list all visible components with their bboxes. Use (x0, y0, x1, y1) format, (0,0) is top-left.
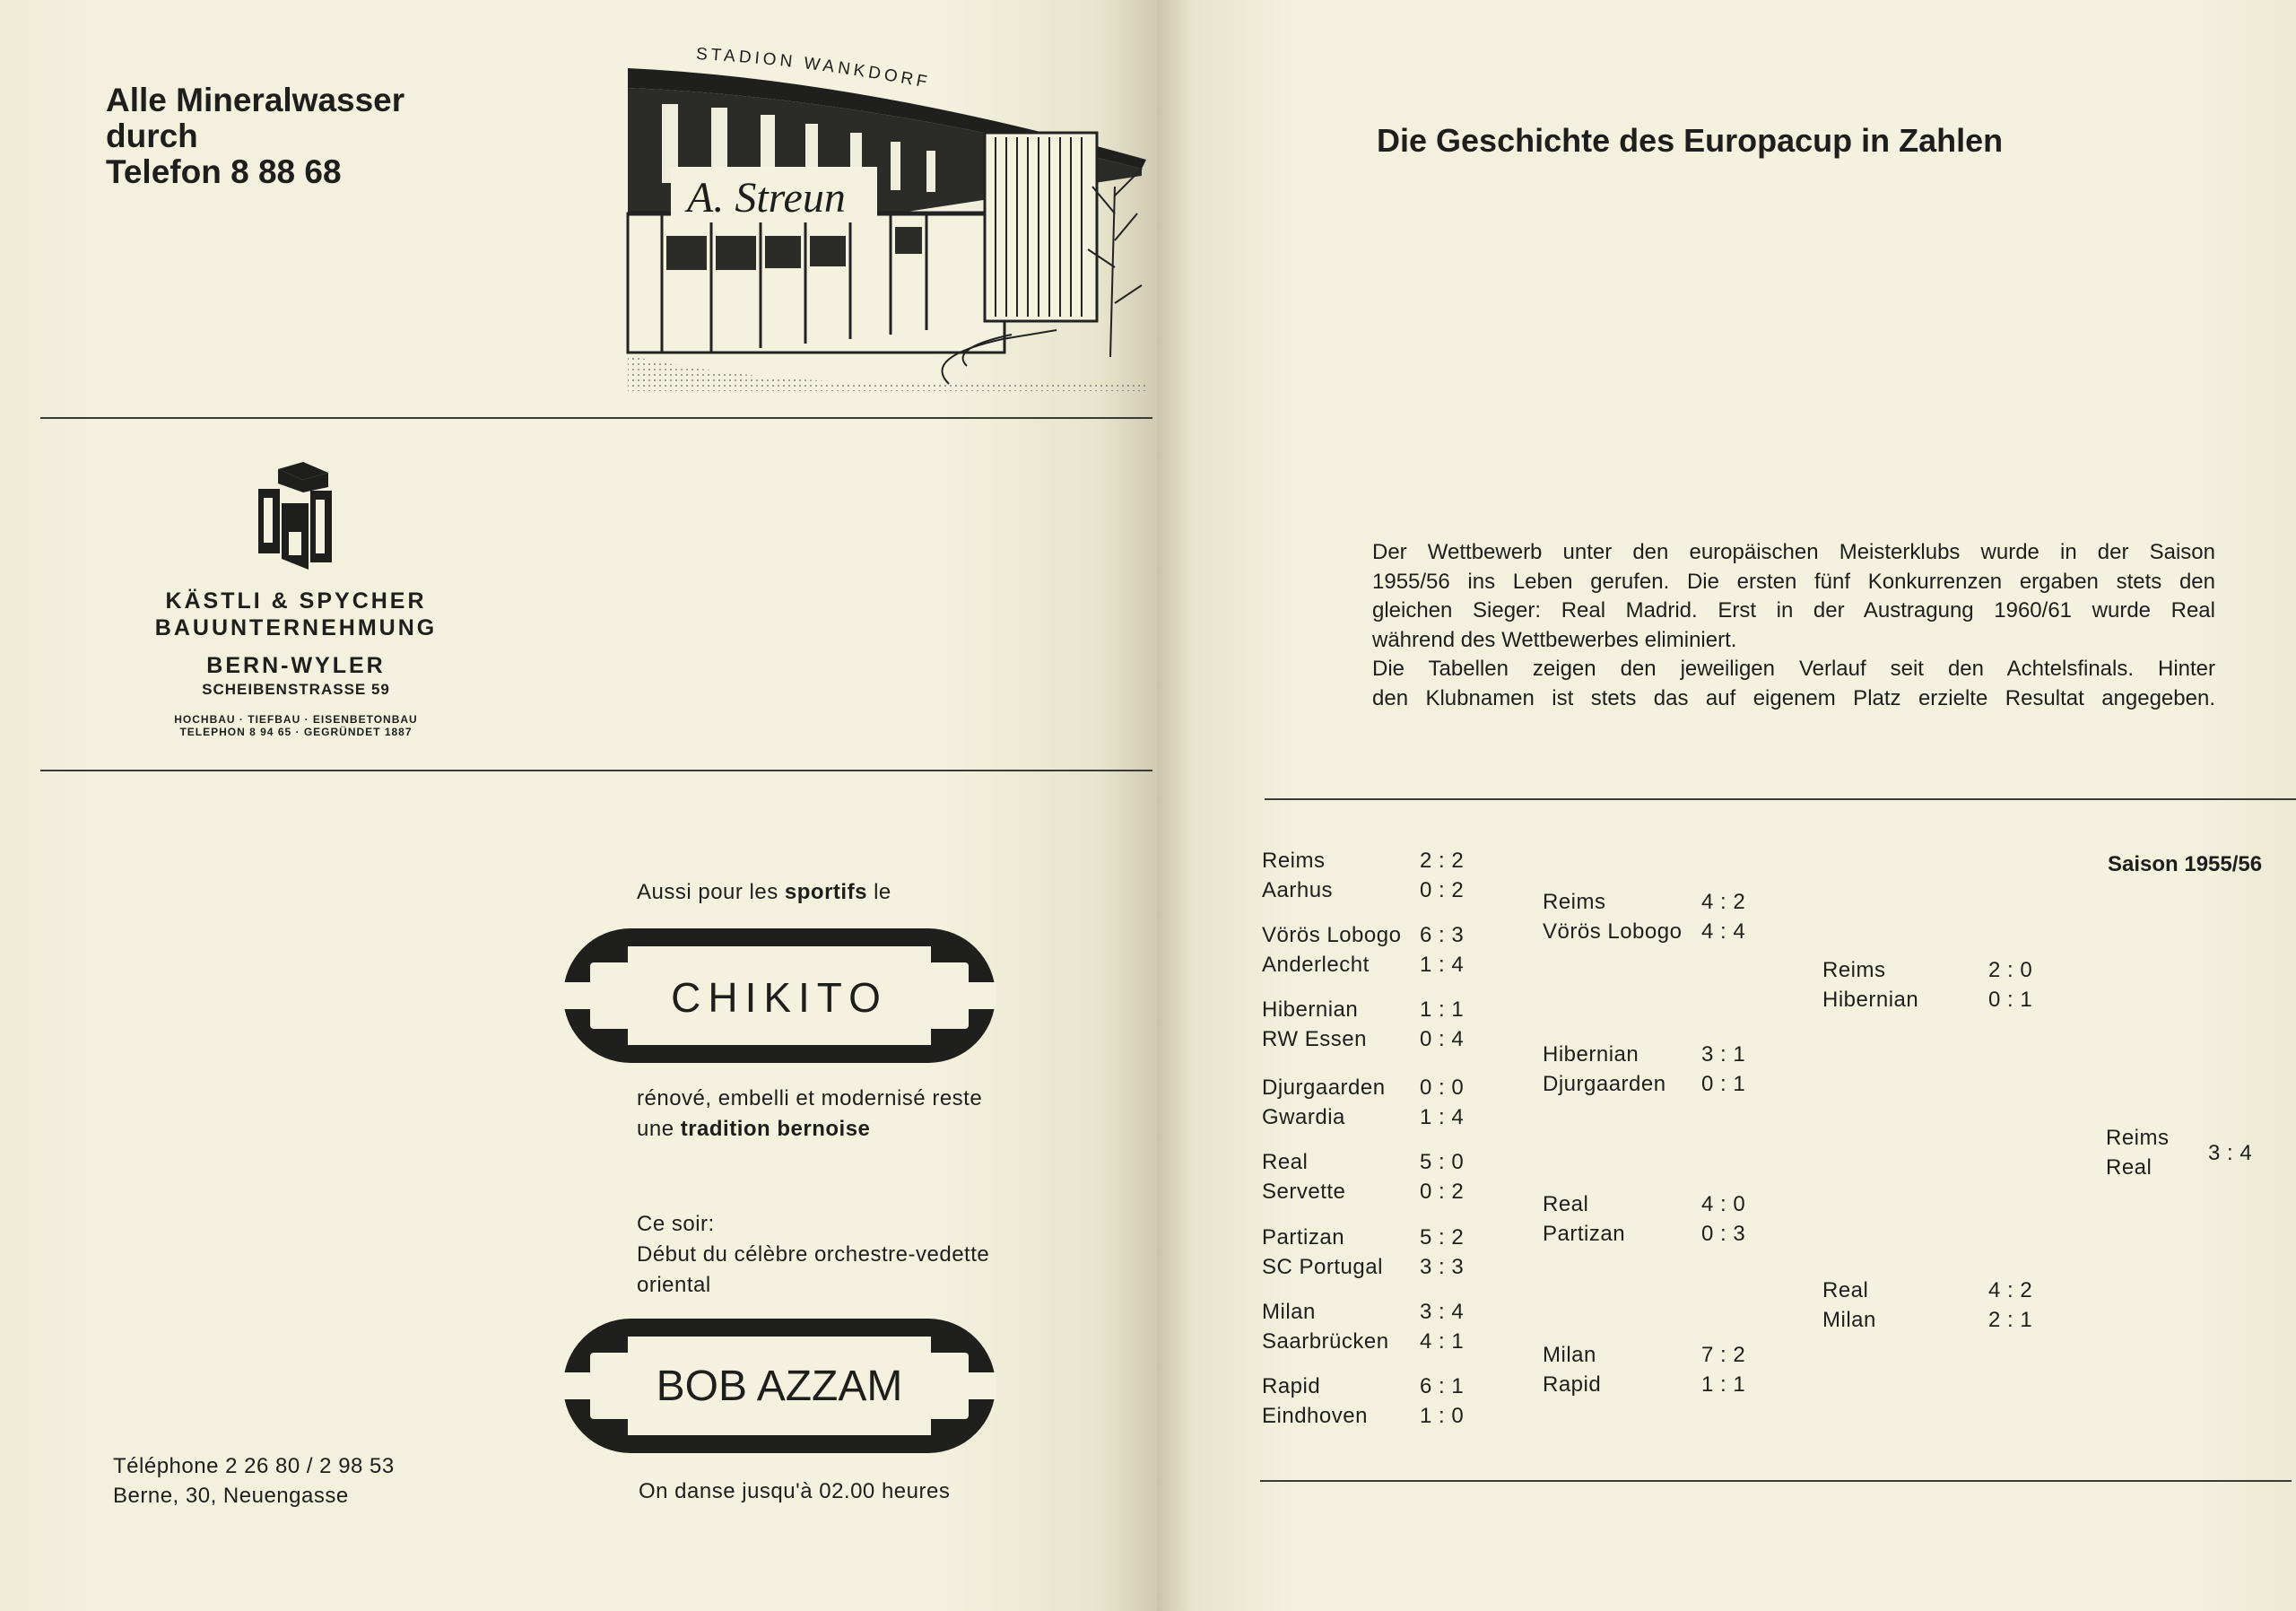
score-away: 4 : 4 (1701, 919, 1746, 944)
match-sf-2 (1822, 1276, 2038, 1335)
score-home: 4 : 0 (1701, 1192, 1746, 1216)
band-name: BOB AZZAM (656, 1363, 903, 1410)
kastli-name: KÄSTLI & SPYCHER (165, 588, 427, 614)
mineral-ad-line-1: Alle Mineralwasser (106, 82, 405, 118)
chikito-description (637, 1084, 982, 1145)
match-r16-2 (1262, 921, 1477, 980)
team-home: Milan (1262, 1300, 1316, 1324)
page-title: Die Geschichte des Europacup in Zahlen (1377, 122, 2004, 159)
score-home: 5 : 0 (1420, 1150, 1465, 1174)
stadium-sign-text: STADION WANKDORF (695, 44, 933, 93)
score-away: 0 : 2 (1420, 877, 1465, 902)
score-home: 4 : 2 (1988, 1278, 2033, 1302)
chikito-contact (113, 1451, 395, 1511)
chikito-name: CHIKITO (671, 974, 888, 1021)
chikito-debut-line-2: oriental (637, 1273, 711, 1297)
team-home: Hibernian (1262, 997, 1359, 1022)
chikito-desc-line-1: rénové, embelli et modernisé reste (637, 1086, 983, 1110)
divider-top (40, 417, 1152, 419)
contact-address: Berne, 30, Neuengasse (113, 1484, 349, 1508)
chikito-banner (563, 928, 996, 1063)
chikito-debut-line-1: Début du célèbre orchestre-vedette (637, 1242, 990, 1267)
intro-p1-line-1: Der Wettbewerb unter den europäischen Meisterklubs wurde in der Saison (1372, 540, 2215, 564)
intro-p2-line-1: Die Tabellen zeigen den jeweiligen Verlauf seit den Achtelsfinals. Hinter (1372, 657, 2215, 681)
team-away: Djurgaarden (1543, 1071, 1666, 1096)
team-home: Partizan (1262, 1225, 1345, 1250)
score-away: 0 : 2 (1420, 1179, 1465, 1204)
team-away: SC Portugal (1262, 1254, 1383, 1279)
team-home: Djurgaarden (1262, 1075, 1386, 1100)
score-away: 4 : 1 (1420, 1328, 1465, 1354)
score-home: 0 : 0 (1420, 1075, 1465, 1100)
contact-phone: Téléphone 2 26 80 / 2 98 53 (113, 1454, 395, 1478)
mineral-ad-line-2: durch (106, 118, 198, 154)
chikito-intro-post: le (866, 880, 891, 904)
team-home: Real (1262, 1150, 1309, 1174)
team-away: Eindhoven (1262, 1403, 1368, 1428)
match-r16-8 (1262, 1372, 1477, 1431)
team-home: Reims (1262, 849, 1326, 873)
team-away: Hibernian (1822, 987, 1919, 1012)
score-home: 3 : 4 (1420, 1300, 1465, 1324)
score-away: 0 : 1 (1701, 1071, 1746, 1096)
score-away: 1 : 1 (1701, 1372, 1746, 1397)
match-qf-2 (1543, 1041, 1758, 1099)
match-r16-7 (1262, 1298, 1477, 1356)
team-home: Milan (1543, 1343, 1596, 1367)
team-away: Aarhus (1262, 877, 1334, 902)
score-away: 0 : 4 (1420, 1026, 1465, 1051)
chikito-desc-line-2-pre: une (637, 1117, 681, 1141)
kastli-street: SCHEIBENSTRASSE 59 (202, 681, 390, 698)
chikito-intro-pre: Aussi pour les (637, 880, 785, 904)
team-home: Real (1543, 1192, 1589, 1216)
score-away: 0 : 3 (1701, 1221, 1746, 1246)
intro-p2-line-2: den Klubnamen ist stets das auf eigenem Platz erzielte Resultat angegeben. (1372, 685, 2215, 710)
chikito-intro (637, 877, 891, 908)
match-r16-6 (1262, 1223, 1477, 1282)
match-final (2106, 1124, 2267, 1182)
chikito-desc-line-2-bold: tradition bernoise (680, 1117, 871, 1141)
team-home: Vörös Lobogo (1262, 923, 1402, 947)
bob-azzam-banner (563, 1319, 996, 1453)
match-r16-4 (1262, 1074, 1477, 1132)
team-away: RW Essen (1262, 1026, 1367, 1051)
right-page (1157, 0, 2296, 1611)
intro-p1-line-4: während des Wettbewerbes eliminiert. (1372, 627, 1737, 652)
match-qf-3 (1543, 1190, 1758, 1249)
chikito-tonight (637, 1209, 989, 1301)
team-away: Rapid (1543, 1372, 1602, 1397)
intro-text (1372, 538, 2215, 713)
final-score: 3 : 4 (2208, 1141, 2253, 1165)
score-away: 2 : 1 (1988, 1307, 2033, 1332)
score-away: 1 : 4 (1420, 1104, 1465, 1129)
chikito-tonight-label: Ce soir: (637, 1212, 715, 1236)
team-home: Reims (1543, 890, 1606, 914)
match-r16-1 (1262, 847, 1477, 905)
team-home: Reims (1822, 958, 1886, 982)
team-away: Partizan (1543, 1221, 1626, 1246)
score-home: 2 : 0 (1988, 958, 2033, 982)
score-home: 2 : 2 (1420, 849, 1465, 873)
match-r16-5 (1262, 1148, 1477, 1206)
kastli-phone: TELEPHON 8 94 65 · GEGRÜNDET 1887 (179, 726, 413, 738)
table-top-rule (1265, 798, 2296, 800)
score-home: 1 : 1 (1420, 997, 1465, 1022)
score-home: 4 : 2 (1701, 890, 1746, 914)
stadium-wankdorf-illustration (626, 34, 1151, 391)
chikito-intro-bold: sportifs (784, 880, 867, 904)
score-away: 3 : 3 (1420, 1254, 1465, 1279)
team-away: Milan (1822, 1307, 1876, 1332)
score-home: 3 : 1 (1701, 1042, 1746, 1067)
score-away: 0 : 1 (1988, 987, 2033, 1012)
kastli-subtitle: BAUUNTERNEHMUNG (154, 615, 438, 640)
kastli-location: BERN-WYLER (206, 653, 386, 678)
team-home: Hibernian (1543, 1042, 1639, 1067)
score-home: 5 : 2 (1420, 1225, 1465, 1250)
kastli-spycher-ad (108, 588, 484, 738)
mineral-ad-line-3: Telefon 8 88 68 (106, 153, 342, 190)
mineral-water-ad (106, 83, 483, 190)
team-away: Anderlecht (1262, 952, 1370, 977)
score-home: 6 : 1 (1420, 1374, 1465, 1398)
team-away: Gwardia (1262, 1104, 1345, 1129)
match-r16-3 (1262, 996, 1477, 1054)
intro-p1-line-3: gleichen Sieger: Real Madrid. Erst in der Austragung 1960/61 wurde Real (1372, 598, 2215, 623)
stadium-signature: A. Streun (687, 174, 846, 222)
score-home: 7 : 2 (1701, 1343, 1746, 1367)
intro-p1-line-2: 1955/56 ins Leben gerufen. Die ersten fünf Konkurrenzen ergaben stets den (1372, 569, 2215, 594)
team-home: Real (1822, 1278, 1869, 1302)
match-qf-4 (1543, 1341, 1758, 1399)
team-away: Servette (1262, 1179, 1346, 1204)
kastli-services: HOCHBAU · TIEFBAU · EISENBETONBAU (174, 713, 418, 726)
team-home: Reims (2106, 1126, 2170, 1150)
team-home: Rapid (1262, 1374, 1321, 1398)
score-home: 6 : 3 (1420, 923, 1465, 947)
chikito-dance: On danse jusqu'à 02.00 heures (639, 1479, 951, 1503)
divider-middle (40, 770, 1152, 771)
score-away: 1 : 0 (1420, 1403, 1465, 1428)
match-qf-1 (1543, 888, 1758, 946)
team-away: Saarbrücken (1262, 1328, 1389, 1354)
score-away: 1 : 4 (1420, 952, 1465, 977)
table-bottom-rule (1260, 1480, 2292, 1482)
season-label: Saison 1955/56 (2108, 852, 2263, 876)
kastli-spycher-logo (251, 460, 337, 579)
team-away: Vörös Lobogo (1543, 919, 1683, 944)
match-sf-1 (1822, 956, 2038, 1014)
team-away: Real (2106, 1154, 2152, 1180)
